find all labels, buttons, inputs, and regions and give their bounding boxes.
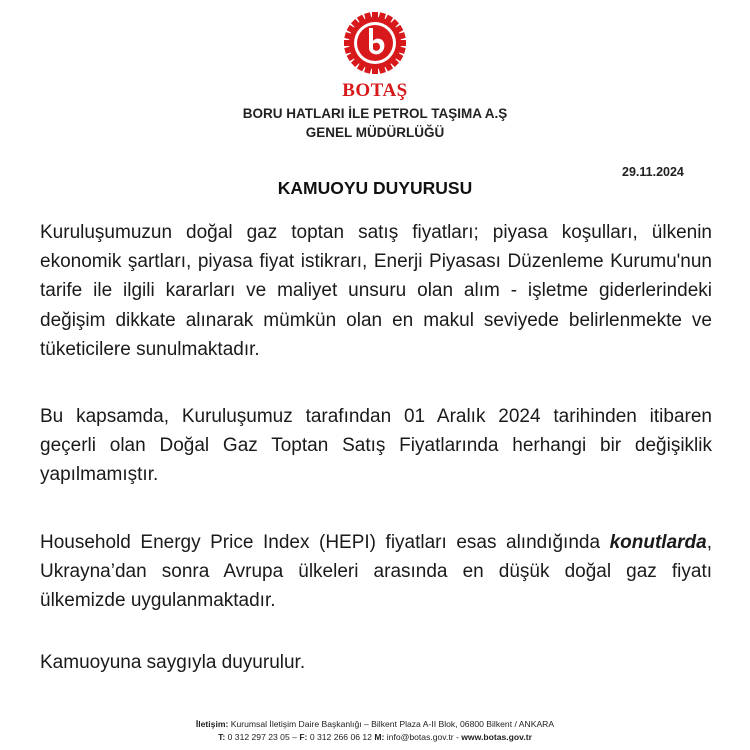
mail-label: M: [374,732,385,742]
website-link[interactable]: www.botas.gov.tr [461,732,532,742]
paragraph-2: Bu kapsamda, Kuruluşumuz tarafından 01 Aralık 2024 tarihinden itibaren geçerli olan Doğal Gaz Toptan Satış Fiyatlarında herhangi bir değişiklik yapılmamıştır. [40,406,712,486]
paragraph-3-emphasis: konutlarda [609,532,707,553]
fax-number: 0 312 266 06 12 [307,732,375,742]
paragraph-1: Kuruluşumuzun doğal gaz toptan satış fiyatları; piyasa koşulları, ülkenin ekonomik şartları, piyasa fiyat istikrarı, Enerji Piyasası Düzenleme Kurumu'nun tarife ile ilgili kararları ve maliyet unsuru olan alım - işletme giderlerindeki değişim dikkate alınarak mümkün olan en makul seviyede belirlenmekte ve tüketicilere sunulmaktadır. [40,222,712,360]
brand-name: BOTAŞ [342,80,408,101]
paragraph-3 [40,528,712,616]
paragraph-3-after: , Ukrayna’dan sonra Avrupa ülkeleri arasında en düşük doğal gaz fiyatı ülkemizde uygulanmaktadır. [40,532,712,612]
footer-address-line [0,718,750,731]
company-name [0,104,750,142]
fax-label: F: [299,732,308,742]
contact-text: Kurumsal İletişim Daire Başkanlığı – Bilkent Plaza A-II Blok, 06800 Bilkent / ANKARA [228,719,555,729]
paragraph-4: Kamuoyuna saygıyla duyurulur. [40,652,306,673]
footer-phone-line [0,731,750,744]
document-date: 29.11.2024 [622,165,684,179]
document-title: KAMUOYU DUYURUSU [277,178,473,198]
phone-label: T: [218,732,226,742]
company-line-1: BORU HATLARI İLE PETROL TAŞIMA A.Ş [242,106,508,121]
botas-flame-gear-icon [335,10,415,76]
phone-number: 0 312 297 23 05 – [225,732,300,742]
botas-logo [335,10,415,76]
company-line-2: GENEL MÜDÜRLÜĞÜ [305,125,445,140]
footer-contact [0,718,750,744]
contact-label: İletişim: [195,719,229,729]
paragraph-3-before: Household Energy Price Index (HEPI) fiyatları esas alındığında [40,532,610,553]
mail-address: info@botas.gov.tr - [384,732,462,742]
